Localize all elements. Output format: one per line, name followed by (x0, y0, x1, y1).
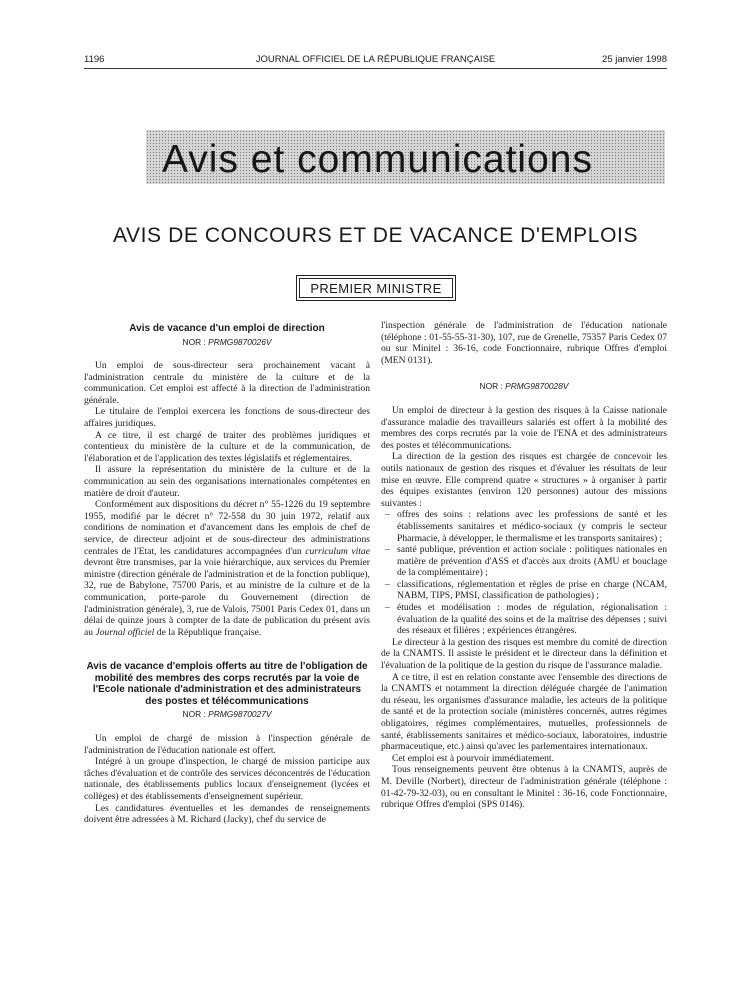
paragraph-italic: curriculum vitae (305, 545, 370, 557)
notice3-paragraph: La direction de la gestion des risques est chargée de concevoir les outils nationaux de gestion des risques et d'évaluer les résultats de leur mise en œuvre. Elle comprend quatre « structures » à organiser à partir des équipes existantes (environ 120 personnes) autour des missions suivantes : (381, 451, 667, 509)
paragraph-text: Conformément aux dispositions du décret n° 55-1226 du 19 septembre 1955, modifié par le décret n° 72-558 du 30 juin 1972, relatif aux conditions de nomination et d'avancement dans les emplois de chef de service, de directeur adjoint et de sous-directeur des administrations centrales de l'Etat, les candidatures accompagnées d'un (84, 499, 370, 557)
notice2-nor (84, 709, 370, 721)
notice1-nor (84, 337, 370, 349)
page-number: 1196 (84, 54, 105, 65)
missions-list (381, 509, 667, 637)
journal-title: JOURNAL OFFICIEL DE LA RÉPUBLIQUE FRANÇAISE (255, 54, 496, 65)
header-rule (84, 68, 667, 69)
notice2-paragraph: Les candidatures éventuelles et les demandes de renseignements doivent être adressées à M. Richard (Jacky), chef du service de (84, 802, 370, 826)
nor-code: PRMG9870027V (208, 709, 272, 720)
nor-code: PRMG9870028V (505, 381, 569, 392)
nor-label: NOR : (479, 381, 503, 392)
list-item: – études et modélisation : modes de régulation, régionalisation : évaluation de la qualité des soins et de la maîtrise des dépenses ; suivi des réseaux et filières ; expériences étrangères. (391, 602, 667, 637)
notice1-paragraph: Un emploi de sous-directeur sera prochainement vacant à l'administration centrale du ministère de la culture et de la communication. Cet emploi est affecté à la direction de l'administration générale. (84, 360, 370, 406)
list-item: – santé publique, prévention et action sociale : politiques nationales en matière de prévention d'ASS et d'accès aux droits (AMU et bouclage de la complémentaire) ; (391, 544, 667, 579)
notice1-paragraph: A ce titre, il est chargé de traiter des problèmes juridiques et contentieux du ministère de la culture et de la communication, de l'élaboration et de l'application des textes législatifs et réglementaires. (84, 429, 370, 464)
banner-title: Avis et communications (162, 138, 593, 181)
notice3-nor (381, 381, 667, 393)
notice1-paragraph: Il assure la représentation du ministère de la culture et de la communication au sein des organisations internationales compétentes en matière de droit d'auteur. (84, 464, 370, 499)
notice3-paragraph: A ce titre, il est en relation constante avec l'ensemble des directions de la CNAMTS et notamment la direction déléguée chargée de l'animation du réseau, les organismes d'assurance maladie, les acteurs de la politique de santé et de la protection sociale (ministères concernés, autres régimes obligatoires, régimes complémentaires, mutuelles, professionnels de santé, établissements sanitaires et médico-sociaux, laboratoires, industrie pharmaceutique, etc.) ainsi qu'avec les parlementaires internationaux. (381, 671, 667, 753)
notice3-paragraph: Un emploi de directeur à la gestion des risques à la Caisse nationale d'assurance maladie des travailleurs salariés est offert à la mobilité des membres des corps recrutés par la voie de l'ENA et des administrateurs des postes et télécommunications. (381, 404, 667, 451)
notice3-paragraph: Cet emploi est à pourvoir immédiatement. (392, 752, 554, 764)
nor-label: NOR : (182, 336, 206, 347)
continued-paragraph: l'inspection générale de l'administration de l'éducation nationale (téléphone : 01-55-55-31-30), 107, rue de Grenelle, 75357 Paris Cedex 07 ou sur Minitel : 36-16, code Fonctionnaire, rubrique Offres d'emploi (MEN 0131). (381, 320, 667, 366)
notice2-heading: Avis de vacance d'emplois offerts au titre de l'obligation de mobilité des membres des corps recrutés par la voie de l'Ecole nationale d'administration et des administrateurs des postes et télécommunications (86, 661, 368, 707)
paragraph-text: devront être transmises, par la voie hiérarchique, aux services du Premier ministre (direction générale de l'administration et de la fonction publique), 32, rue de Babylone, 75700 Paris, et au ministre de la culture et de la communication, porte-parole du Gouvernement (direction de l'administration générale), 3, rue de Valois, 75001 Paris Cedex 01, dans un délai de quinze jours à compter de la date de publication du présent avis au (84, 557, 370, 638)
notice1-paragraph: Le titulaire de l'emploi exercera les fonctions de sous-directeur des affaires juridiques. (84, 406, 370, 430)
notice2-paragraph: Intégré à un groupe d'inspection, le chargé de mission participe aux tâches d'évaluation et de contrôle des services déconcentrés de l'éducation nationale, des établissements publics locaux d'enseignement (lycées et collèges) et des établissements d'enseignement supérieur. (84, 756, 370, 802)
nor-label: NOR : (182, 709, 206, 720)
notice1-paragraph (84, 499, 370, 638)
list-item: – classifications, réglementation et règles de prise en charge (NCAM, NABM, TIPS, PMSI, classification de pathologies) ; (391, 579, 667, 602)
left-column (84, 320, 370, 826)
paragraph-text: de la République française. (156, 626, 262, 638)
ministry-box (296, 275, 456, 301)
right-column (381, 320, 667, 811)
issue-date: 25 janvier 1998 (602, 54, 667, 65)
notice3-paragraph: Le directeur à la gestion des risques est membre du comité de direction de la CNAMTS. Il assiste le président et le directeur dans la définition et l'évaluation de la politique de la gestion du risque de l'assurance maladie. (381, 636, 667, 672)
notice1-heading: Avis de vacance d'un emploi de direction (129, 323, 325, 334)
section-title: AVIS DE CONCOURS ET DE VACANCE D'EMPLOIS (112, 224, 639, 247)
ministry-label: PREMIER MINISTRE (310, 280, 442, 296)
list-item: – offres des soins : relations avec les professions de santé et les établissements sanitaires et médico-sociaux (y compris le secteur Pharmacie, à développer, le thermalisme et les transports sanitaires) ; (391, 509, 667, 544)
notice3-paragraph: Tous renseignements peuvent être obtenus à la CNAMTS, auprès de M. Deville (Norbert), directeur de l'administration générale (téléphone : 01-42-79-32-03), ou en consultant le Minitel : 36-16, code Fonctionnaire, rubrique Offres d'emploi (SPS 0146). (381, 764, 667, 811)
nor-code: PRMG9870026V (208, 336, 272, 347)
page-header (84, 54, 667, 68)
paragraph-italic: Journal officiel (95, 626, 155, 638)
notice2-paragraph: Un emploi de chargé de mission à l'inspection générale de l'administration de l'éducation nationale est offert. (84, 732, 370, 756)
